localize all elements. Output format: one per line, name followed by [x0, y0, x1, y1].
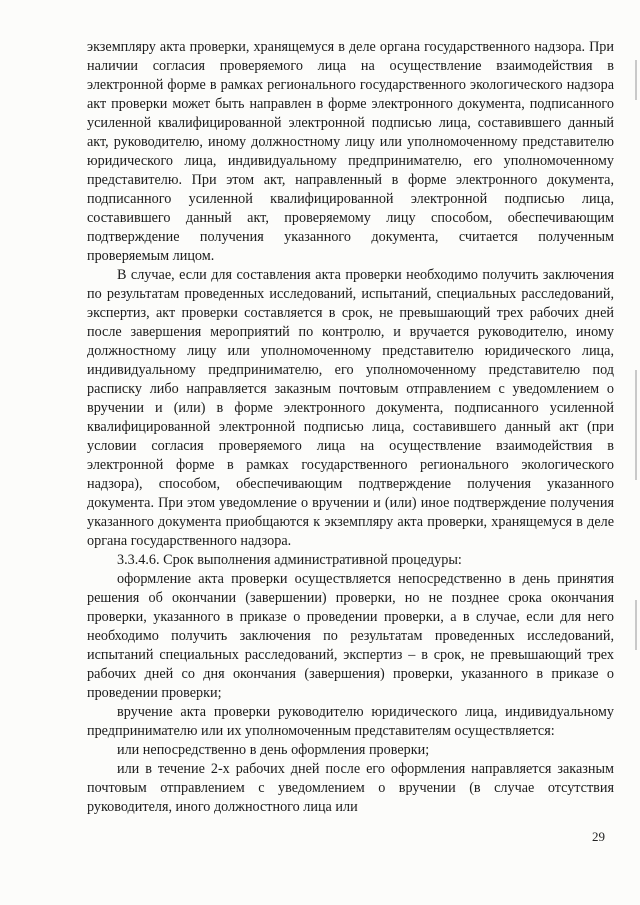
paragraph-3: оформление акта проверки осуществляется непосредственно в день принятия решения об окончании (завершении) проверки, но не позднее срока окончания проверки, указанного в приказе о проведении проверки, а в случае, если для него необходимо получить заключения по результатам проведенных исследований, испытаний специальных расследований, экспертиз – в срок, не превышающий трех рабочих дней со дня окончания (завершения) проверки, указанного в приказе о проведении проверки; [87, 571, 614, 701]
document-body [87, 38, 614, 817]
section-heading-3-3-4-6: 3.3.4.6. Срок выполнения административной процедуры: [117, 552, 462, 568]
page-number: 29 [592, 829, 605, 844]
list-item-2: или в течение 2-х рабочих дней после его оформления направляется заказным почтовым отправлением с уведомлением о вручении (в случае отсутствия руководителя, иного должностного лица или [87, 761, 614, 815]
scan-edge-mark [635, 370, 637, 480]
paragraph-1: экземпляру акта проверки, хранящемуся в деле органа государственного надзора. При наличии согласия проверяемого лица на осуществление взаимодействия в электронной форме в рамках регионального государственного экологического надзора акт проверки может быть направлен в форме электронного документа, подписанного усиленной квалифицированной электронной подписью лица, составившего данный акт, руководителю, иному должностному лицу или уполномоченному представителю юридического лица, индивидуальному предпринимателю, его уполномоченному представителю. При этом акт, направленный в форме электронного документа, подписанного усиленной квалифицированной электронной подписью лица, составившего данный акт, проверяемому лицу способом, обеспечивающим подтверждение получения указанного документа, считается полученным проверяемым лицом. [87, 39, 614, 264]
paragraph-4: вручение акта проверки руководителю юридического лица, индивидуальному предпринимателю или их уполномоченным представителям осуществляется: [87, 704, 614, 739]
list-item-1: или непосредственно в день оформления проверки; [117, 742, 430, 758]
scan-edge-mark [635, 600, 637, 650]
paragraph-2: В случае, если для составления акта проверки необходимо получить заключения по результатам проведенных исследований, испытаний, специальных расследований, экспертиз, акт проверки составляется в срок, не превышающий трех рабочих дней после завершения мероприятий по контролю, и вручается руководителю, иному должностному лицу или уполномоченному представителю юридического лица, индивидуальному предпринимателю, его уполномоченному представителю под расписку либо направляется заказным почтовым отправлением с уведомлением о вручении и (или) в форме электронного документа, подписанного усиленной квалифицированной электронной подписью лица, составившего данный акт (при условии согласия проверяемого лица на осуществление взаимодействия в электронной форме в рамках государственного регионального экологического надзора), способом, обеспечивающим подтверждение получения указанного документа. При этом уведомление о вручении и (или) иное подтверждение получения указанного документа приобщаются к экземпляру акта проверки, хранящемуся в деле органа государственного надзора. [87, 267, 614, 549]
scan-edge-mark [635, 60, 637, 100]
